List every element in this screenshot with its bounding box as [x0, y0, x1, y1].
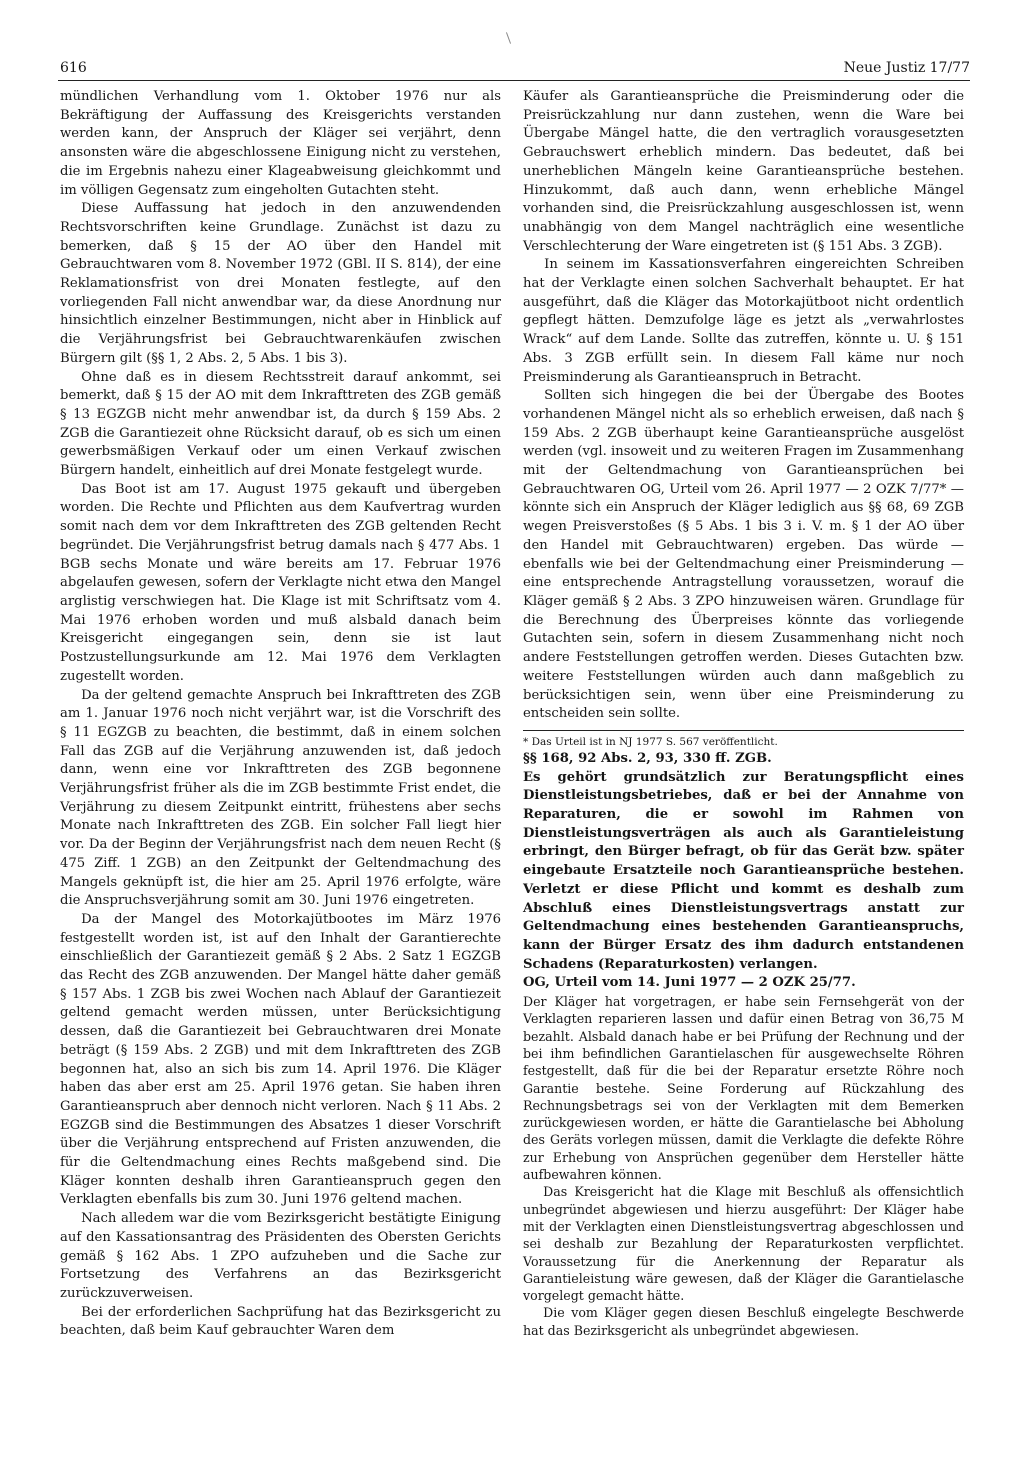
paragraph: Die vom Kläger gegen diesen Beschluß eingelegte Beschwerde hat das Bezirksgericht als unbegründet abgewiesen.	[523, 1305, 964, 1338]
paragraph: Sollten sich hingegen die bei der Übergabe des Bootes vorhandenen Mängel nicht als so erheblich erweisen, daß nach § 159 Abs. 2 ZGB überhaupt keine Garantieansprüche ausgelöst werden (vgl. insoweit und zu weiteren Fragen im Zusammenhang mit der Geltendmachung von Garantieansprüchen bei Gebrauchtwaren OG, Urteil vom 26. April 1977 — 2 OZK 7/77* — könnte sich ein Anspruch der Kläger lediglich aus §§ 68, 69 ZGB wegen Preisverstoßes (§ 5 Abs. 1 bis 3 i. V. m. § 1 der AO über den Handel mit Gebrauchtwaren) ergeben. Das würde — ebenfalls wie bei der Geltendmachung einer Preisminderung — eine entsprechende Antragstellung voraussetzen, worauf die Kläger gemäß § 2 Abs. 3 ZPO hinzuweisen wären. Grundlage für die Berechnung des Überpreises könnte das vorliegende Gutachten sein, sofern in diesem Zusammenhang nicht noch andere Feststellungen getroffen werden. Dieses Gutachten bzw. weitere Feststellungen würden auch dann maßgeblich zu berücksichtigen sein, wenn über eine Preisminderung zu entscheiden sein sollte.	[523, 388, 964, 722]
page-number: 616	[60, 60, 87, 76]
right-column	[523, 88, 964, 1339]
left-column	[60, 88, 501, 1341]
scan-mark	[506, 32, 511, 44]
paragraph: mündlichen Verhandlung vom 1. Oktober 1976 nur als Bekräftigung der Auffassung des Kreisgerichts verstanden werden kann, der Anspruch der Kläger sei verjährt, denn ansonsten wäre die abgeschlossene Einigung nicht zu verstehen, die im Ergebnis nahezu einer Klageabweisung gleichkommt und im völligen Gegensatz zum eingeholten Gutachten steht.	[60, 89, 501, 198]
law-references: §§ 168, 92 Abs. 2, 93, 330 ff. ZGB.	[523, 750, 772, 766]
footnote: * Das Urteil ist in NJ 1977 S. 567 veröffentlicht.	[523, 735, 778, 748]
footnote-divider	[523, 730, 964, 731]
paragraph: Ohne daß es in diesem Rechtsstreit darauf ankommt, sei bemerkt, daß § 15 der AO mit dem Inkrafttreten des ZGB gemäß § 13 EGZGB nicht mehr anwendbar ist, da durch § 159 Abs. 2 ZGB die Garantiezeit ohne Rücksicht darauf, ob es sich um einen gewerbsmäßigen Verkauf oder um einen Verkauf zwischen Bürgern handelt, einheitlich auf drei Monate festgelegt wurde.	[60, 369, 501, 479]
page-header	[58, 58, 970, 81]
paragraph: Käufer als Garantieansprüche die Preisminderung oder die Preisrückzahlung nur dann zustehen, wenn die Ware bei Übergabe Mängel hatte, die den vertraglich vorausgesetzten Gebrauchswert erheblich mindern. Das bedeutet, daß bei unerheblichen Mängeln keine Garantieansprüche bestehen. Hinzukommt, daß auch dann, wenn erhebliche Mängel vorhanden sind, die Preisrückzahlung ausgeschlossen ist, wenn unabhängig von dem Mangel nachträglich eine wesentliche Verschlechterung der Ware eingetreten ist (§ 151 Abs. 3 ZGB).	[523, 89, 964, 254]
journal-title: Neue Justiz 17/77	[843, 60, 970, 76]
headnote: Es gehört grundsätzlich zur Beratungspflicht eines Dienstleistungsbetriebes, daß er bei der Annahme von Reparaturen, die er sowohl im Rahmen von Dienstleistungsverträgen als auch als Garantieleistung erbringt, den Bürger befragt, ob für das Gerät bzw. später eingebaute Ersatzteile noch Garantieansprüche bestehen. Verletzt er diese Pflicht und kommt es deshalb zum Abschluß eines Dienstleistungsvertrags anstatt zur Geltendmachung eines bestehenden Garantieanspruchs, kann der Bürger Ersatz des ihm dadurch entstandenen Schadens (Reparaturkosten) verlangen.	[523, 769, 964, 972]
court-citation: OG, Urteil vom 14. Juni 1977 — 2 OZK 25/77.	[523, 975, 856, 991]
paragraph: Da der Mangel des Motorkajütbootes im März 1976 festgestellt worden ist, ist auf den Inhalt der Garantierechte einschließlich der Garantiezeit gemäß § 2 Abs. 2 Satz 1 EGZGB das Recht des ZGB anzuwenden. Der Mangel hätte daher gemäß § 157 Abs. 1 ZGB bis zwei Wochen nach Ablauf der Garantiezeit geltend gemacht werden müssen, unter Berücksichtigung dessen, daß die Garantiezeit bei Gebrauchtwaren drei Monate beträgt (§ 159 Abs. 2 ZGB) und mit dem Inkrafttreten des ZGB begonnen hat, also an sich bis zum 14. April 1976. Die Kläger haben das aber erst am 25. April 1976 getan. Sie haben ihren Garantieanspruch aber dennoch nicht verloren. Nach § 11 Abs. 2 EGZGB sind die Bestimmungen des Absatzes 1 dieser Vorschrift über die Verjährung entsprechend auf Fristen anzuwenden, die für die Geltendmachung eines Rechts maßgebend sind. Die Kläger konnten deshalb ihren Garantieanspruch gegen den Verklagten ebenfalls bis zum 30. Juni 1976 geltend machen.	[60, 911, 501, 1208]
paragraph: Da der geltend gemachte Anspruch bei Inkrafttreten des ZGB am 1. Januar 1976 noch nicht verjährt war, ist die Vorschrift des § 11 EGZGB zu beachten, die bestimmt, daß in einem solchen Fall das ZGB auf die Verjährung anzuwenden ist, daß jedoch dann, wenn eine vor Inkrafttreten des ZGB begonnene Verjährungsfrist früher als die im ZGB bestimmte Frist endet, die Verjährung zu diesem Zeitpunkt eintritt, frühestens aber sechs Monate nach Inkrafttreten des ZGB. Ein solcher Fall liegt hier vor. Da der Beginn der Verjährungsfrist nach dem neuen Recht (§ 475 Ziff. 1 ZGB) an den Zeitpunkt der Geltendmachung des Mangels geknüpft ist, die hier am 25. April 1976 erfolgte, wäre die Anspruchsverjährung somit am 30. Juni 1976 eingetreten.	[60, 687, 501, 909]
paragraph: Das Kreisgericht hat die Klage mit Beschluß als offensichtlich unbegründet abgewiesen und hierzu ausgeführt: Der Kläger habe mit der Verklagten einen Dienstleistungsvertrag abgeschlossen und sei deshalb zur Bezahlung der Reparaturkosten verpflichtet. Voraussetzung für die Anerkennung der Reparatur als Garantieleistung wäre gewesen, daß der Kläger die Garantielasche vorgelegt gemacht hätte.	[523, 1184, 964, 1304]
paragraph: Der Kläger hat vorgetragen, er habe sein Fernsehgerät von der Verklagten reparieren lassen und dafür einen Betrag von 36,75 M bezahlt. Alsbald danach habe er bei Prüfung der Rechnung und der bei ihm befindlichen Garantielaschen für ausgewechselte Röhren festgestellt, daß für die bei der Reparatur ersetzte Röhre noch Garantie bestehe. Seine Forderung auf Rückzahlung des Rechnungsbetrags sei von der Verklagten mit dem Bemerken zurückgewiesen worden, er hätte die Garantielasche bei Abholung des Geräts vorlegen müssen, damit die Verklagte die defekte Röhre zur Erhebung von Ansprüchen gegenüber dem Hersteller hätte aufbewahren können.	[523, 994, 964, 1183]
paragraph: Nach alledem war die vom Bezirksgericht bestätigte Einigung auf den Kassationsantrag des Präsidenten des Obersten Gerichts gemäß § 162 Abs. 1 ZPO aufzuheben und die Sache zur Fortsetzung des Verfahrens an das Bezirksgericht zurückzuverweisen.	[60, 1211, 501, 1301]
paragraph: Diese Auffassung hat jedoch in den anzuwendenden Rechtsvorschriften keine Grundlage. Zunächst ist dazu zu bemerken, daß § 15 der AO über den Handel mit Gebrauchtwaren vom 8. November 1972 (GBl. II S. 814), der eine Reklamationsfrist von drei Monaten festlegte, auf den vorliegenden Fall nicht anwendbar war, da diese Anordnung nur hinsichtlich einzelner Bestimmungen, nicht aber in Hinblick auf die Verjährungsfrist bei Gebrauchtwarenkäufen zwischen Bürgern gilt (§§ 1, 2 Abs. 2, 5 Abs. 1 bis 3).	[60, 201, 501, 366]
paragraph: In seinem im Kassationsverfahren eingereichten Schreiben hat der Verklagte einen solchen Sachverhalt behauptet. Er hat ausgeführt, daß die Kläger das Motorkajütboot nicht ordentlich gepflegt hätten. Demzufolge läge es jetzt als „verwahrlostes Wrack“ auf dem Lande. Sollte das zutreffen, könnte u. U. § 151 Abs. 3 ZGB erfüllt sein. In diesem Fall käme nur noch Preisminderung als Garantieanspruch in Betracht.	[523, 257, 964, 385]
paragraph: Bei der erforderlichen Sachprüfung hat das Bezirksgericht zu beachten, daß beim Kauf gebrauchter Waren dem	[60, 1304, 501, 1339]
paragraph: Das Boot ist am 17. August 1975 gekauft und übergeben worden. Die Rechte und Pflichten aus dem Kaufvertrag wurden somit nach dem vor dem Inkrafttreten des ZGB geltenden Recht begründet. Die Verjährungsfrist betrug damals nach § 477 Abs. 1 BGB sechs Monate und wäre bereits am 17. Februar 1976 abgelaufen gewesen, sofern der Verklagte nicht etwa den Mangel arglistig verschwiegen hat. Die Klage ist mit Schriftsatz vom 4. Mai 1976 erhoben worden und muß alsbald danach beim Kreisgericht eingegangen sein, denn sie ist laut Postzustellungsurkunde am 12. Mai 1976 dem Verklagten zugestellt worden.	[60, 481, 501, 684]
